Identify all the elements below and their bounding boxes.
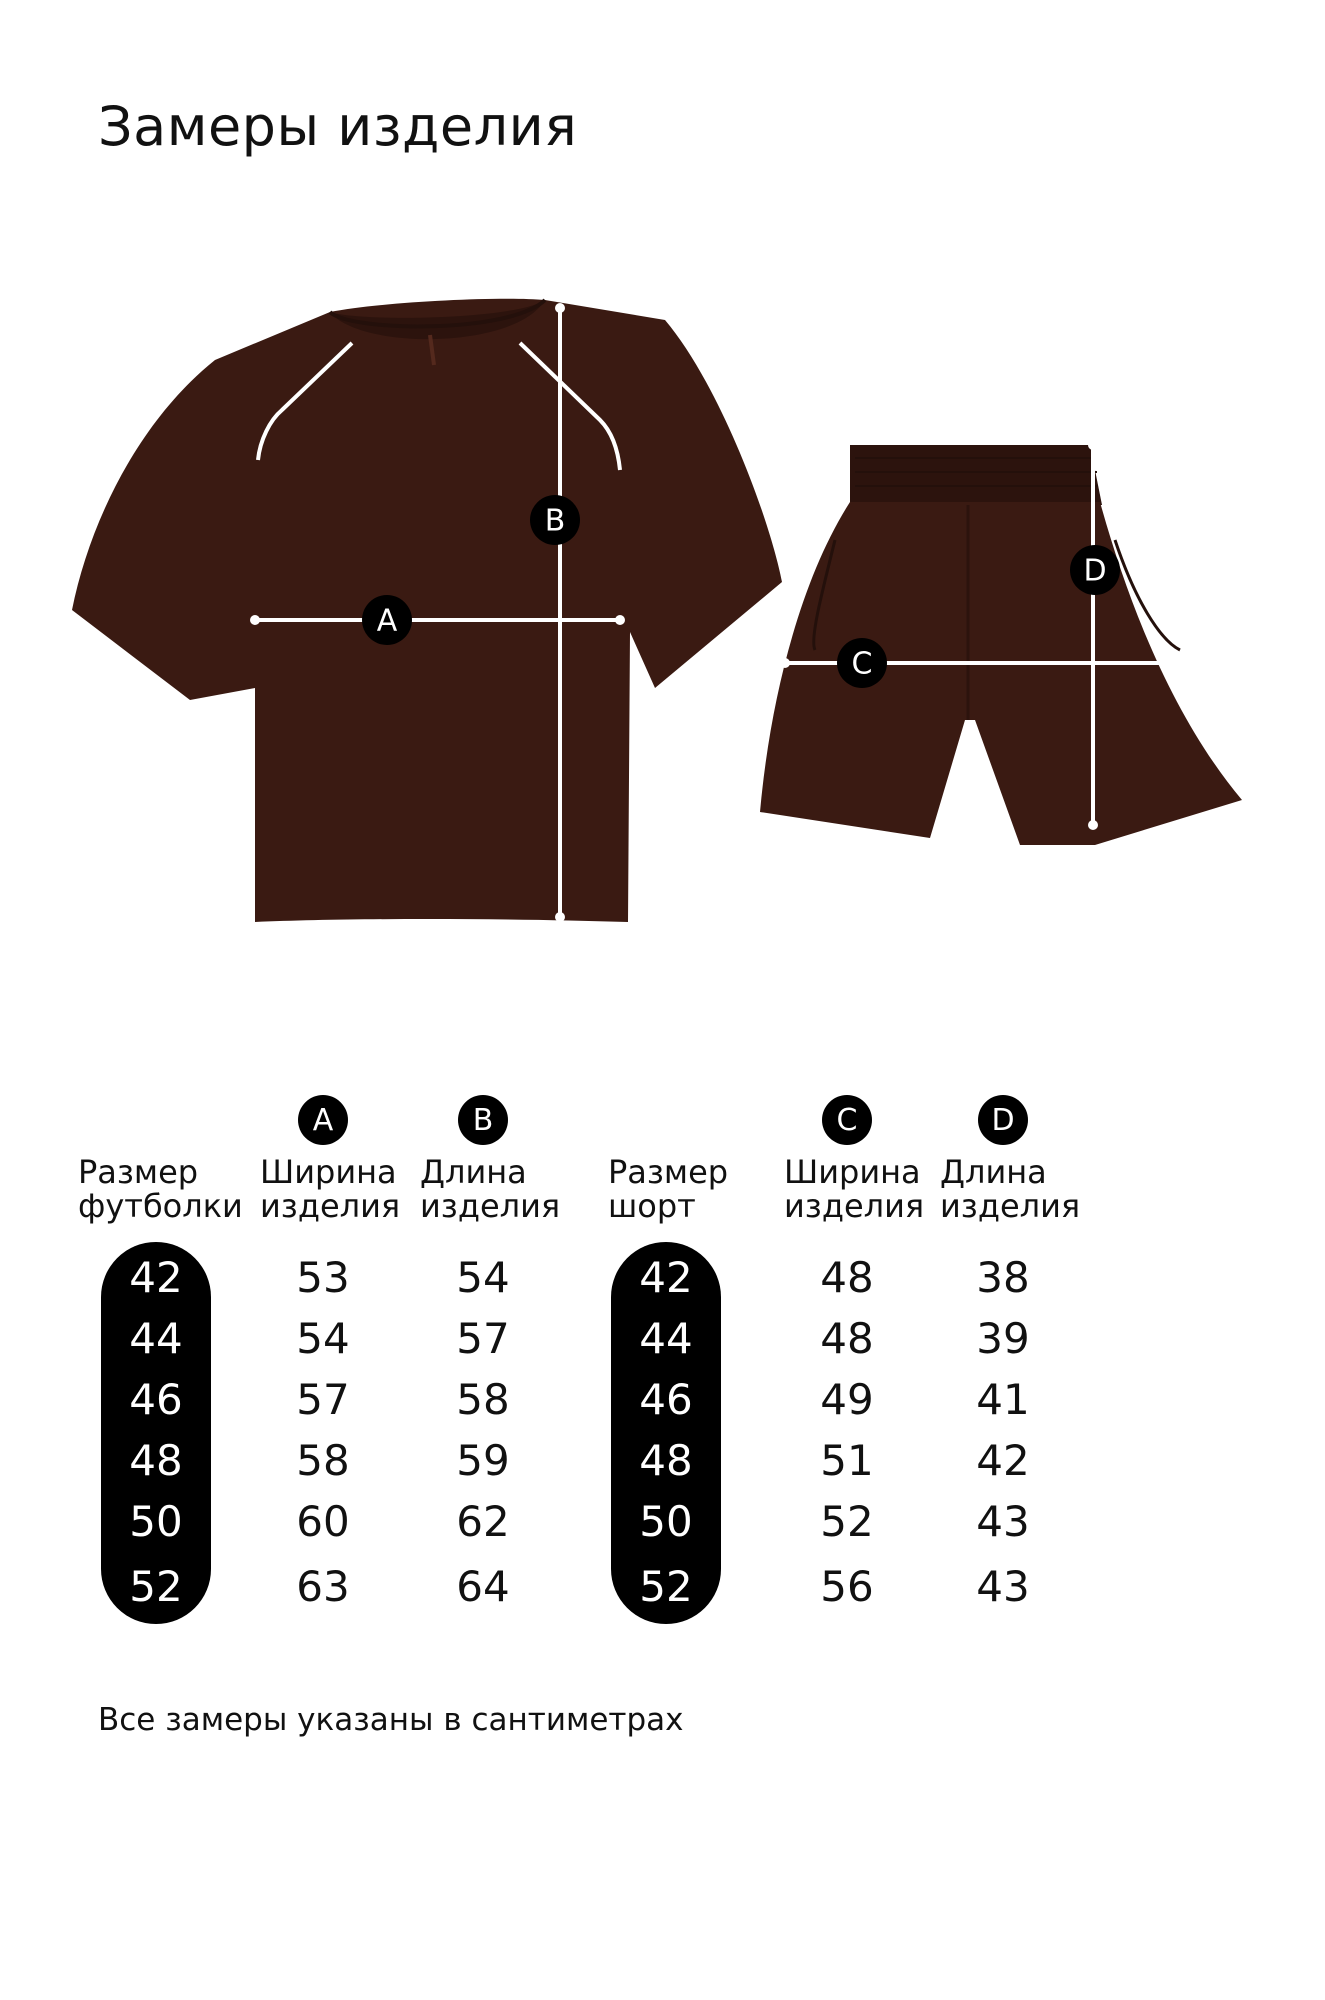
tshirt-b-cell: 58 [456,1375,510,1424]
tshirt-size-cell: 44 [129,1314,183,1363]
tshirt-size-cell: 48 [129,1436,183,1485]
shorts-c-cell: 56 [820,1562,874,1611]
shorts-c-cell: 49 [820,1375,874,1424]
tshirt-size-cell: 46 [129,1375,183,1424]
shorts-d-cell: 38 [976,1253,1030,1302]
tshirt-length-header: Длина изделия [420,1153,561,1225]
shorts-size-cell: 52 [639,1562,693,1611]
tshirt-image [72,299,782,922]
tshirt-size-header: Размер футболки [78,1153,243,1225]
shorts-d-cell: 43 [976,1562,1030,1611]
diagram-label-d: D [1083,553,1107,589]
shorts-d-cell: 42 [976,1436,1030,1485]
diagram-label-c: C [851,646,873,682]
page-title: Замеры изделия [98,95,578,158]
tshirt-a-cell: 60 [296,1497,350,1546]
shorts-size-cell: 42 [639,1253,693,1302]
shorts-c-cell: 48 [820,1314,874,1363]
shorts-image [760,440,1242,845]
shorts-size-cell: 48 [639,1436,693,1485]
shorts-length-header: Длина изделия [940,1153,1081,1225]
shorts-width-header: Ширина изделия [784,1153,925,1225]
tshirt-b-cell: 62 [456,1497,510,1546]
shorts-size-header: Размер шорт [608,1153,729,1225]
column-badge-c: C [822,1095,872,1145]
shorts-size-cell: 50 [639,1497,693,1546]
tshirt-b-cell: 57 [456,1314,510,1363]
tshirt-a-cell: 54 [296,1314,350,1363]
shorts-d-cell: 39 [976,1314,1030,1363]
tshirt-a-cell: 53 [296,1253,350,1302]
tshirt-a-cell: 58 [296,1436,350,1485]
shorts-size-cell: 44 [639,1314,693,1363]
tshirt-b-cell: 64 [456,1562,510,1611]
shorts-c-cell: 48 [820,1253,874,1302]
tshirt-body [72,299,782,922]
shorts-d-cell: 41 [976,1375,1030,1424]
diagram-label-a: A [376,603,398,639]
shorts-waistband [850,445,1102,505]
column-badge-d: D [978,1095,1028,1145]
tshirt-a-cell: 57 [296,1375,350,1424]
tshirt-width-header: Ширина изделия [260,1153,401,1225]
tshirt-b-cell: 59 [456,1436,510,1485]
shorts-c-cell: 51 [820,1436,874,1485]
garment-diagram [0,0,1325,980]
tshirt-size-cell: 50 [129,1497,183,1546]
footnote: Все замеры указаны в сантиметрах [98,1702,684,1738]
tshirt-a-cell: 63 [296,1562,350,1611]
column-badge-a: A [298,1095,348,1145]
shorts-size-cell: 46 [639,1375,693,1424]
shorts-d-cell: 43 [976,1497,1030,1546]
tshirt-b-cell: 54 [456,1253,510,1302]
tshirt-size-cell: 42 [129,1253,183,1302]
diagram-label-b: B [544,503,566,539]
column-badge-b: B [458,1095,508,1145]
shorts-c-cell: 52 [820,1497,874,1546]
tshirt-size-cell: 52 [129,1562,183,1611]
